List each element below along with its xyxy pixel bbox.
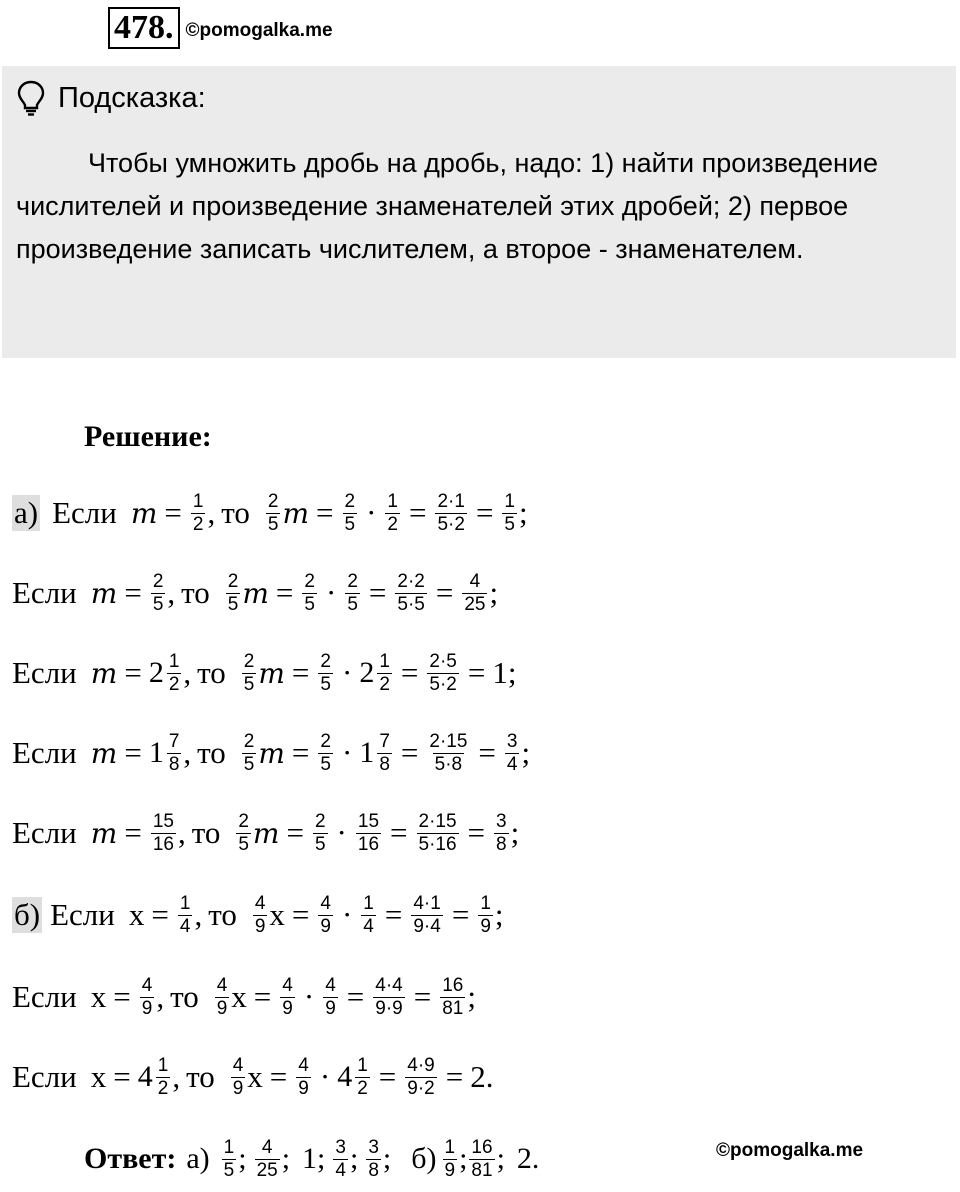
variable: x bbox=[269, 897, 285, 932]
numerator: 1 bbox=[192, 490, 204, 512]
operator: = bbox=[151, 897, 169, 932]
numerator: 1 bbox=[223, 1136, 235, 1158]
fraction bbox=[385, 491, 400, 536]
word-then: то bbox=[191, 815, 221, 850]
watermark-bottom: ©pomogalka.me bbox=[716, 1140, 864, 1161]
numerator: 16 bbox=[442, 974, 464, 996]
operator: = bbox=[467, 815, 486, 850]
result: 2 bbox=[470, 1059, 486, 1094]
denominator: 5 bbox=[238, 833, 249, 855]
denominator: 8 bbox=[168, 753, 180, 775]
fraction bbox=[296, 1055, 311, 1100]
word-if: Если bbox=[50, 897, 115, 932]
fraction bbox=[226, 571, 241, 616]
fraction bbox=[323, 975, 338, 1020]
solution-row-a1 bbox=[12, 482, 528, 544]
fraction bbox=[505, 731, 520, 776]
semicolon: ; bbox=[238, 1142, 247, 1175]
numerator: 15 bbox=[152, 810, 174, 832]
numerator: 2 bbox=[320, 650, 331, 672]
fraction bbox=[167, 651, 182, 696]
denominator: 9 bbox=[216, 997, 228, 1019]
operator: = bbox=[478, 735, 496, 770]
fraction bbox=[318, 731, 333, 776]
fraction bbox=[395, 571, 426, 616]
hint-header bbox=[16, 80, 206, 116]
semicolon: ; bbox=[519, 495, 528, 530]
semicolon: ; bbox=[489, 575, 499, 610]
operator: · bbox=[341, 735, 353, 770]
operator: · bbox=[336, 815, 347, 850]
comma: , bbox=[183, 655, 192, 690]
fraction bbox=[140, 975, 155, 1020]
fraction bbox=[266, 491, 281, 536]
result: 1 bbox=[492, 655, 508, 690]
numerator: 2 bbox=[314, 810, 326, 832]
operator: = bbox=[400, 655, 419, 690]
fraction bbox=[151, 811, 176, 856]
variable: m bbox=[252, 816, 280, 850]
fraction bbox=[355, 1055, 370, 1100]
whole-part: 2 bbox=[359, 656, 375, 689]
numerator: 1 bbox=[179, 892, 191, 914]
operator: = bbox=[475, 495, 494, 530]
fraction bbox=[373, 975, 404, 1020]
fraction bbox=[417, 811, 459, 856]
numerator: 4 bbox=[216, 974, 228, 996]
denominator: 5 bbox=[223, 1159, 235, 1181]
operator: = bbox=[124, 575, 142, 610]
fraction bbox=[236, 811, 251, 856]
part-label-a: а) bbox=[14, 495, 39, 530]
fraction bbox=[156, 1055, 171, 1100]
denominator: 2 bbox=[192, 513, 204, 535]
semicolon: ; bbox=[349, 1142, 359, 1175]
word-if: Если bbox=[12, 979, 77, 1014]
denominator: 9 bbox=[282, 997, 293, 1019]
solution-row-b2 bbox=[12, 966, 476, 1028]
semicolon: ; bbox=[459, 1142, 468, 1175]
denominator: 4 bbox=[335, 1159, 346, 1181]
numerator: 7 bbox=[379, 730, 390, 752]
numerator: 4 bbox=[320, 892, 331, 914]
numerator: 2·2 bbox=[397, 570, 425, 592]
word-if: Если bbox=[12, 1059, 77, 1094]
denominator: 4 bbox=[363, 915, 374, 937]
numerator: 1 bbox=[480, 892, 491, 914]
denominator: 4 bbox=[179, 915, 191, 937]
variable: m bbox=[90, 576, 118, 610]
numerator: 4 bbox=[298, 1054, 309, 1076]
operator: = bbox=[269, 1059, 288, 1094]
operator: = bbox=[346, 979, 365, 1014]
numerator: 3 bbox=[496, 810, 507, 832]
numerator: 2·15 bbox=[418, 810, 457, 832]
numerator: 2 bbox=[243, 650, 255, 672]
part-label-b: б) bbox=[14, 897, 41, 932]
fraction bbox=[222, 1137, 237, 1182]
operator: = bbox=[435, 575, 454, 610]
operator: = bbox=[316, 495, 334, 530]
operator: = bbox=[291, 655, 310, 690]
numerator: 2 bbox=[267, 490, 279, 512]
numerator: 1 bbox=[168, 650, 180, 672]
semicolon: ; bbox=[494, 897, 504, 932]
fraction bbox=[191, 491, 206, 536]
variable: m bbox=[258, 656, 285, 690]
solution-row-b1 bbox=[12, 884, 504, 946]
denominator: 9 bbox=[254, 915, 266, 937]
fraction bbox=[215, 975, 230, 1020]
operator: · bbox=[319, 1059, 331, 1094]
denominator: 8 bbox=[379, 753, 390, 775]
word-if: Если bbox=[12, 735, 77, 770]
fraction bbox=[356, 811, 381, 856]
operator: = bbox=[124, 735, 142, 770]
denominator: 9 bbox=[232, 1077, 244, 1099]
variable: x bbox=[90, 979, 107, 1014]
denominator: 9 bbox=[298, 1077, 309, 1099]
semicolon: ; bbox=[382, 1142, 392, 1175]
answer-row bbox=[84, 1128, 539, 1190]
numerator: 4 bbox=[469, 570, 481, 592]
numerator: 4 bbox=[325, 974, 336, 996]
answer-label: Ответ: bbox=[84, 1142, 177, 1175]
word-if: Если bbox=[12, 575, 77, 610]
denominator: 2 bbox=[157, 1077, 169, 1099]
word-then: то bbox=[197, 655, 226, 690]
denominator: 81 bbox=[442, 997, 464, 1019]
numerator: 4 bbox=[141, 974, 153, 996]
period: . bbox=[531, 1142, 540, 1175]
numerator: 7 bbox=[168, 730, 180, 752]
operator: = bbox=[291, 735, 310, 770]
numerator: 2 bbox=[304, 570, 315, 592]
denominator: 4 bbox=[506, 753, 518, 775]
task-number: 478. bbox=[108, 7, 180, 49]
denominator: 5 bbox=[504, 513, 515, 535]
denominator: 2 bbox=[357, 1077, 368, 1099]
semicolon: ; bbox=[467, 979, 476, 1014]
whole-part: 1 bbox=[148, 736, 164, 769]
fraction bbox=[255, 1137, 280, 1182]
variable: m bbox=[130, 496, 158, 530]
numerator: 4 bbox=[261, 1136, 273, 1158]
denominator: 81 bbox=[471, 1159, 493, 1181]
fraction bbox=[343, 491, 358, 536]
fraction bbox=[478, 893, 493, 938]
numerator: 2·15 bbox=[429, 730, 468, 752]
numerator: 4 bbox=[282, 974, 293, 996]
operator: = bbox=[378, 1059, 397, 1094]
numerator: 4 bbox=[254, 892, 266, 914]
numerator: 3 bbox=[335, 1136, 346, 1158]
fraction bbox=[253, 893, 268, 938]
denominator: 9·4 bbox=[413, 915, 441, 937]
denominator: 5·2 bbox=[437, 513, 465, 535]
variable: m bbox=[258, 736, 285, 770]
numerator: 2 bbox=[320, 730, 331, 752]
fraction bbox=[345, 571, 360, 616]
variable: x bbox=[90, 1059, 107, 1094]
fraction bbox=[377, 651, 392, 696]
word-if: Если bbox=[12, 655, 77, 690]
comma: , bbox=[156, 979, 165, 1014]
numerator: 3 bbox=[506, 730, 518, 752]
denominator: 5 bbox=[320, 753, 331, 775]
word-then: то bbox=[170, 979, 199, 1014]
denominator: 5 bbox=[152, 593, 164, 615]
word-then: то bbox=[208, 897, 237, 932]
word-then: то bbox=[186, 1059, 215, 1094]
operator: · bbox=[303, 979, 315, 1014]
numerator: 1 bbox=[363, 892, 374, 914]
numerator: 1 bbox=[504, 490, 515, 512]
denominator: 16 bbox=[357, 833, 380, 855]
denominator: 16 bbox=[152, 833, 174, 855]
hint-title: Подсказка: bbox=[58, 81, 206, 114]
numerator: 4·1 bbox=[413, 892, 441, 914]
numerator: 3 bbox=[368, 1136, 379, 1158]
variable: m bbox=[90, 816, 118, 850]
numerator: 4·4 bbox=[375, 974, 403, 996]
fraction bbox=[427, 651, 458, 696]
numerator: 2 bbox=[238, 810, 249, 832]
numerator: 1 bbox=[157, 1054, 169, 1076]
fraction bbox=[178, 893, 193, 938]
fraction bbox=[435, 491, 466, 536]
numerator: 1 bbox=[387, 490, 398, 512]
operator: · bbox=[366, 495, 377, 530]
numerator: 2·1 bbox=[437, 490, 465, 512]
numerator: 2 bbox=[344, 490, 356, 512]
denominator: 2 bbox=[379, 673, 390, 695]
comma: , bbox=[177, 815, 186, 850]
numerator: 2·5 bbox=[429, 650, 457, 672]
denominator: 2 bbox=[387, 513, 398, 535]
solution-row-a5 bbox=[12, 802, 519, 864]
fraction bbox=[440, 975, 465, 1020]
operator: = bbox=[286, 815, 304, 850]
operator: = bbox=[408, 495, 427, 530]
denominator: 5·8 bbox=[434, 753, 463, 775]
operator: = bbox=[253, 979, 272, 1014]
denominator: 5 bbox=[243, 753, 255, 775]
comma: , bbox=[183, 735, 192, 770]
comma: , bbox=[167, 575, 176, 610]
answer-value: 1 bbox=[302, 1142, 318, 1175]
denominator: 5·2 bbox=[429, 673, 457, 695]
denominator: 8 bbox=[496, 833, 507, 855]
variable: m bbox=[90, 736, 118, 770]
fraction bbox=[167, 731, 182, 776]
denominator: 5 bbox=[320, 673, 331, 695]
numerator: 2 bbox=[243, 730, 255, 752]
watermark-top: ©pomogalka.me bbox=[185, 20, 333, 41]
denominator: 5 bbox=[314, 833, 326, 855]
denominator: 9 bbox=[444, 1159, 456, 1181]
semicolon: ; bbox=[317, 1142, 326, 1175]
header bbox=[108, 6, 333, 50]
semicolon: ; bbox=[281, 1142, 291, 1175]
whole-part: 4 bbox=[337, 1060, 353, 1093]
fraction bbox=[405, 1055, 436, 1100]
fraction bbox=[462, 571, 487, 616]
operator: = bbox=[445, 1059, 464, 1094]
word-if: Если bbox=[12, 815, 77, 850]
variable: x bbox=[128, 897, 145, 932]
denominator: 5 bbox=[347, 593, 358, 615]
fraction bbox=[318, 651, 333, 696]
word-then: то bbox=[181, 575, 210, 610]
denominator: 5·16 bbox=[418, 833, 457, 855]
variable: x bbox=[247, 1059, 263, 1094]
operator: · bbox=[325, 575, 337, 610]
word-then: то bbox=[221, 495, 250, 530]
operator: = bbox=[390, 815, 408, 850]
fraction bbox=[280, 975, 295, 1020]
fraction bbox=[469, 1137, 494, 1182]
denominator: 9·2 bbox=[407, 1077, 435, 1099]
fraction bbox=[313, 811, 328, 856]
operator: = bbox=[400, 735, 419, 770]
fraction bbox=[333, 1137, 348, 1182]
fraction bbox=[443, 1137, 458, 1182]
numerator: 4 bbox=[232, 1054, 244, 1076]
fraction bbox=[411, 893, 442, 938]
numerator: 16 bbox=[471, 1136, 493, 1158]
numerator: 1 bbox=[379, 650, 390, 672]
variable: m bbox=[282, 496, 310, 530]
comma: , bbox=[194, 897, 203, 932]
operator: = bbox=[451, 897, 470, 932]
numerator: 15 bbox=[357, 810, 380, 832]
numerator: 1 bbox=[444, 1136, 456, 1158]
numerator: 2 bbox=[347, 570, 358, 592]
answer-part-a: а) bbox=[186, 1142, 210, 1175]
operator: = bbox=[467, 655, 486, 690]
period: . bbox=[485, 1059, 494, 1094]
solution-row-a3 bbox=[12, 642, 516, 704]
operator: · bbox=[341, 655, 353, 690]
fraction bbox=[494, 811, 509, 856]
fraction bbox=[366, 1137, 381, 1182]
denominator: 2 bbox=[168, 673, 180, 695]
hint-text: Чтобы умножить дробь на дробь, надо: 1) найти произведение числителей и произведение знаменателей этих дробей; 2) первое произведение записать числителем, а второе - знаменателем. bbox=[16, 148, 879, 264]
denominator: 8 bbox=[368, 1159, 379, 1181]
semicolon: ; bbox=[507, 655, 517, 690]
solution-row-b3 bbox=[12, 1046, 493, 1108]
comma: , bbox=[207, 495, 216, 530]
solution-row-a4 bbox=[12, 722, 530, 784]
answer-value: 2 bbox=[516, 1142, 532, 1175]
solution-row-a2 bbox=[12, 562, 498, 624]
fraction bbox=[231, 1055, 246, 1100]
fraction bbox=[377, 731, 392, 776]
operator: · bbox=[341, 897, 353, 932]
denominator: 5 bbox=[344, 513, 356, 535]
lightbulb-icon bbox=[16, 80, 46, 116]
semicolon: ; bbox=[521, 735, 531, 770]
variable: m bbox=[90, 656, 118, 690]
numerator: 2 bbox=[227, 570, 239, 592]
numerator: 1 bbox=[357, 1054, 368, 1076]
denominator: 5·5 bbox=[397, 593, 425, 615]
variable: m bbox=[242, 576, 269, 610]
operator: = bbox=[113, 1059, 131, 1094]
denominator: 5 bbox=[243, 673, 255, 695]
fraction bbox=[318, 893, 333, 938]
operator: = bbox=[368, 575, 387, 610]
operator: = bbox=[275, 575, 294, 610]
fraction bbox=[361, 893, 376, 938]
whole-part: 1 bbox=[359, 736, 375, 769]
hint-box bbox=[2, 66, 956, 358]
numerator: 4·9 bbox=[407, 1054, 435, 1076]
whole-part: 4 bbox=[137, 1060, 153, 1093]
fraction bbox=[302, 571, 317, 616]
operator: = bbox=[113, 979, 131, 1014]
comma: , bbox=[172, 1059, 181, 1094]
semicolon: ; bbox=[496, 1142, 505, 1175]
numerator: 2 bbox=[152, 570, 164, 592]
fraction bbox=[427, 731, 469, 776]
word-then: то bbox=[197, 735, 226, 770]
denominator: 9 bbox=[320, 915, 331, 937]
denominator: 5 bbox=[227, 593, 239, 615]
operator: = bbox=[124, 815, 142, 850]
operator: = bbox=[291, 897, 310, 932]
denominator: 9·9 bbox=[375, 997, 403, 1019]
semicolon: ; bbox=[510, 815, 520, 850]
operator: = bbox=[164, 495, 182, 530]
denominator: 5 bbox=[267, 513, 279, 535]
solution-title: Решение: bbox=[84, 420, 212, 453]
variable: x bbox=[231, 979, 247, 1014]
fraction bbox=[151, 571, 166, 616]
denominator: 9 bbox=[480, 915, 491, 937]
fraction bbox=[242, 651, 257, 696]
denominator: 9 bbox=[141, 997, 153, 1019]
whole-part: 2 bbox=[148, 656, 164, 689]
answer-part-b: б) bbox=[411, 1142, 437, 1175]
denominator: 5 bbox=[304, 593, 315, 615]
denominator: 25 bbox=[464, 593, 486, 615]
operator: = bbox=[413, 979, 432, 1014]
operator: = bbox=[124, 655, 142, 690]
word-if: Если bbox=[52, 495, 117, 530]
fraction bbox=[502, 491, 517, 536]
operator: = bbox=[384, 897, 403, 932]
denominator: 25 bbox=[256, 1159, 278, 1181]
fraction bbox=[242, 731, 257, 776]
denominator: 9 bbox=[325, 997, 336, 1019]
